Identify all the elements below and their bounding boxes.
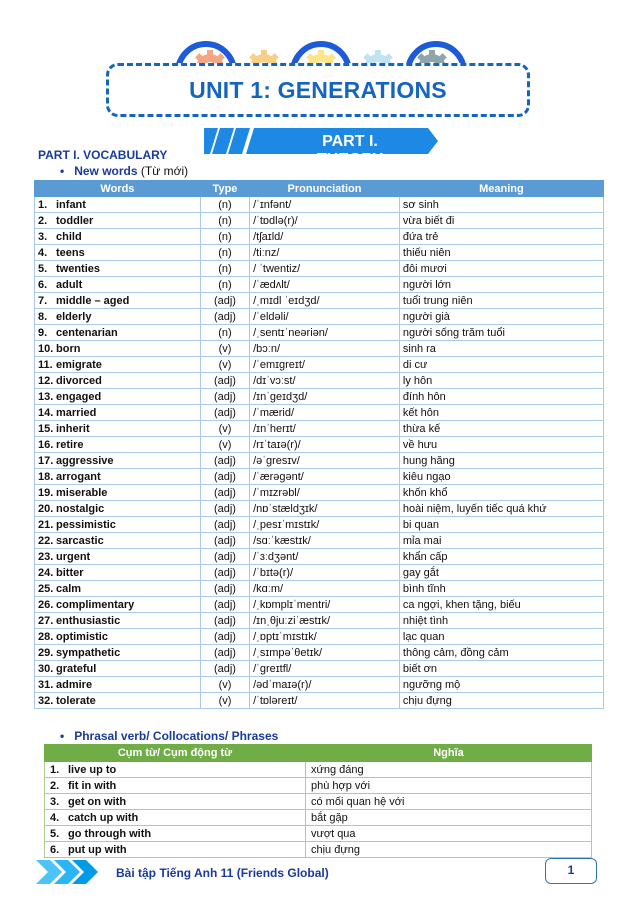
meaning-cell: hoài niệm, luyến tiếc quá khứ [399,501,603,517]
phrasal-header-row [45,745,592,762]
type-cell: (v) [200,341,249,357]
meaning-cell: gay gắt [399,565,603,581]
meaning-cell: đứa trẻ [399,229,603,245]
section-title: PART I. VOCABULARY [38,148,168,162]
pronunciation-cell: /ˌkɒmplɪˈmentri/ [250,597,400,613]
pronunciation-cell: /ˈmɪzrəbl/ [250,485,400,501]
pronunciation-cell: /ɪnˌθjuːziˈæstɪk/ [250,613,400,629]
pronunciation-cell: /ˌpesɪˈmɪstɪk/ [250,517,400,533]
type-cell: (adj) [200,533,249,549]
meaning-cell: kiêu ngạo [399,469,603,485]
word: enthusiastic [56,614,121,627]
word: grateful [56,662,97,675]
table-row [35,533,604,549]
vocabulary-header-row [35,181,604,197]
unit-title: UNIT 1: GENERATIONS [189,77,447,103]
type-cell: (v) [200,677,249,693]
row-number: 18. [38,470,54,483]
table-row [35,437,604,453]
pronunciation-cell: /ˈtɒdlə(r)/ [250,213,400,229]
meaning-cell: người già [399,309,603,325]
meaning-cell: thừa kế [399,421,603,437]
row-number: 6. [50,843,60,856]
table-row [35,421,604,437]
type-cell: (adj) [200,373,249,389]
meaning-cell: nhiệt tình [399,613,603,629]
meaning-cell: vừa biết đi [399,213,603,229]
word-cell [35,325,201,341]
table-row [45,810,592,826]
type-cell: (n) [200,325,249,341]
pronunciation-cell: /ˈmærid/ [250,405,400,421]
word-cell [35,613,201,629]
pronunciation-cell: /ˌsɪmpəˈθetɪk/ [250,645,400,661]
table-row [35,229,604,245]
row-number: 28. [38,630,54,643]
bullet-icon: • [60,164,65,178]
phrase: live up to [68,763,117,776]
meaning-cell: có mối quan hệ với [306,794,592,810]
phrase-cell [45,794,306,810]
phrase-cell [45,762,306,778]
word-cell [35,437,201,453]
word: pessimistic [56,518,116,531]
row-number: 4. [38,246,48,259]
word-cell [35,197,201,213]
meaning-cell: thông cảm, đồng cảm [399,645,603,661]
type-cell: (v) [200,437,249,453]
word: centenarian [56,326,118,339]
meaning-cell: ca ngợi, khen tặng, biếu [399,597,603,613]
row-number: 16. [38,438,54,451]
pronunciation-cell: /kɑːm/ [250,581,400,597]
type-cell: (adj) [200,293,249,309]
table-row [35,325,604,341]
word: arrogant [56,470,101,483]
word-cell [35,293,201,309]
word-cell [35,389,201,405]
word-cell [35,421,201,437]
vocabulary-table [34,180,604,709]
phrasal-label: Phrasal verb/ Collocations/ Phrases [74,729,279,743]
word: engaged [56,390,102,403]
table-row [35,613,604,629]
meaning-cell: ngưỡng mộ [399,677,603,693]
row-number: 32. [38,694,54,707]
table-row [35,597,604,613]
meaning-cell: tuổi trung niên [399,293,603,309]
pronunciation-cell: /ˈærəɡənt/ [250,469,400,485]
phrase: put up with [68,843,127,856]
type-cell: (adj) [200,565,249,581]
row-number: 8. [38,310,48,323]
pronunciation-cell: /dɪˈvɔːst/ [250,373,400,389]
table-row [35,693,604,709]
type-cell: (adj) [200,661,249,677]
meaning-cell: hung hăng [399,453,603,469]
word-cell [35,213,201,229]
meaning-cell: kết hôn [399,405,603,421]
word-cell [35,469,201,485]
type-cell: (adj) [200,613,249,629]
word: optimistic [56,630,108,643]
type-cell: (n) [200,277,249,293]
page-number: 1 [545,858,597,884]
word: tolerate [56,694,96,707]
table-row [35,389,604,405]
table-row [45,826,592,842]
word-cell [35,453,201,469]
word: calm [56,582,82,595]
table-row [35,629,604,645]
word: nostalgic [56,502,105,515]
type-cell: (adj) [200,485,249,501]
row-number: 19. [38,486,54,499]
word-cell [35,549,201,565]
word: complimentary [56,598,135,611]
row-number: 13. [38,390,54,403]
word-cell [35,357,201,373]
row-number: 31. [38,678,54,691]
pronunciation-cell: /ˌsentɪˈneəriən/ [250,325,400,341]
pronunciation-cell: /ˈɡreɪtfl/ [250,661,400,677]
meaning-cell: mỉa mai [399,533,603,549]
word-cell [35,341,201,357]
row-number: 1. [38,198,48,211]
type-cell: (n) [200,213,249,229]
meaning-cell: lạc quan [399,629,603,645]
pronunciation-cell: /ˈemɪɡreɪt/ [250,357,400,373]
table-row [35,645,604,661]
word: elderly [56,310,92,323]
type-cell: (adj) [200,549,249,565]
type-cell: (n) [200,197,249,213]
pronunciation-cell: /ɪnˈherɪt/ [250,421,400,437]
word: aggressive [56,454,114,467]
type-cell: (adj) [200,517,249,533]
word-cell [35,229,201,245]
table-row [35,213,604,229]
word: teens [56,246,85,259]
row-number: 22. [38,534,54,547]
table-row [35,341,604,357]
type-cell: (v) [200,357,249,373]
row-number: 30. [38,662,54,675]
pronunciation-cell: /ˈbɪtə(r)/ [250,565,400,581]
table-row [35,309,604,325]
row-number: 1. [50,763,60,776]
meaning-cell: bắt gặp [306,810,592,826]
part-ribbon-label: PART I. THEORY [316,133,384,168]
new-words-note: (Từ mới) [140,164,189,178]
table-row [35,485,604,501]
phrase: catch up with [68,811,139,824]
table-row [35,453,604,469]
phrase-cell [45,826,306,842]
unit-title-box [106,63,530,117]
pronunciation-cell: /rɪˈtaɪə(r)/ [250,437,400,453]
word-cell [35,373,201,389]
row-number: 2. [50,779,60,792]
word: urgent [56,550,91,563]
row-number: 4. [50,811,60,824]
type-cell: (adj) [200,389,249,405]
table-row [35,469,604,485]
table-row [35,517,604,533]
word: retire [56,438,84,451]
pronunciation-cell: /tʃaɪld/ [250,229,400,245]
table-row [35,549,604,565]
phrase-cell [45,778,306,794]
pronunciation-cell: /nɒˈstældʒɪk/ [250,501,400,517]
phrase: fit in with [68,779,117,792]
row-number: 5. [38,262,48,275]
new-words-heading [60,164,188,178]
row-number: 21. [38,518,54,531]
word: infant [56,198,86,211]
meaning-cell: thiếu niên [399,245,603,261]
row-number: 7. [38,294,48,307]
phrase: go through with [68,827,152,840]
row-number: 9. [38,326,48,339]
type-cell: (adj) [200,645,249,661]
meaning-cell: xứng đáng [306,762,592,778]
row-number: 27. [38,614,54,627]
footer-book-title: Bài tập Tiếng Anh 11 (Friends Global) [116,866,329,880]
type-cell: (adj) [200,309,249,325]
row-number: 17. [38,454,54,467]
meaning-cell: sinh ra [399,341,603,357]
word: toddler [56,214,94,227]
row-number: 10. [38,342,54,355]
bullet-icon: • [60,729,65,743]
pronunciation-cell: /tiːnz/ [250,245,400,261]
table-row [35,293,604,309]
chevron-arrows-icon [36,858,98,886]
row-number: 15. [38,422,54,435]
word-cell [35,661,201,677]
phrase-cell [45,810,306,826]
header-type: Type [200,181,249,197]
pronunciation-cell: /sɑːˈkæstɪk/ [250,533,400,549]
word: sympathetic [56,646,121,659]
word-cell [35,261,201,277]
type-cell: (adj) [200,469,249,485]
meaning-cell: người sống trăm tuổi [399,325,603,341]
row-number: 2. [38,214,48,227]
meaning-cell: ly hôn [399,373,603,389]
type-cell: (adj) [200,581,249,597]
type-cell: (adj) [200,405,249,421]
word-cell [35,405,201,421]
word-cell [35,581,201,597]
word-cell [35,693,201,709]
type-cell: (adj) [200,453,249,469]
row-number: 12. [38,374,54,387]
phrase: get on with [68,795,127,808]
table-row [35,373,604,389]
meaning-cell: biết ơn [399,661,603,677]
row-number: 3. [38,230,48,243]
type-cell: (adj) [200,629,249,645]
row-number: 29. [38,646,54,659]
table-row [35,581,604,597]
type-cell: (n) [200,229,249,245]
phrase-cell [45,842,306,858]
row-number: 20. [38,502,54,515]
word: adult [56,278,83,291]
word-cell [35,517,201,533]
row-number: 11. [38,358,53,371]
row-number: 3. [50,795,60,808]
word-cell [35,501,201,517]
word: born [56,342,81,355]
header-meaning: Meaning [399,181,603,197]
pronunciation-cell: /ɪnˈɡeɪdʒd/ [250,389,400,405]
row-number: 26. [38,598,54,611]
meaning-cell: vượt qua [306,826,592,842]
table-row [35,261,604,277]
meaning-cell: sơ sinh [399,197,603,213]
table-row [45,762,592,778]
word-cell [35,645,201,661]
word: sarcastic [56,534,104,547]
meaning-cell: bi quan [399,517,603,533]
table-row [35,565,604,581]
word: miserable [56,486,108,499]
header-pronunciation: Pronunciation [250,181,400,197]
pronunciation-cell: /ˌɒptɪˈmɪstɪk/ [250,629,400,645]
type-cell: (adj) [200,597,249,613]
type-cell: (adj) [200,501,249,517]
table-row [45,794,592,810]
word-cell [35,485,201,501]
type-cell: (n) [200,245,249,261]
table-row [35,197,604,213]
table-row [45,842,592,858]
row-number: 5. [50,827,60,840]
table-row [45,778,592,794]
word: middle – aged [56,294,130,307]
word: married [56,406,97,419]
word: emigrate [56,358,102,371]
row-number: 23. [38,550,54,563]
phrasal-heading [60,729,278,743]
word-cell [35,533,201,549]
pronunciation-cell: / ˈtwentiz/ [250,261,400,277]
row-number: 24. [38,566,54,579]
pronunciation-cell: /ˌmɪdl ˈeɪdʒd/ [250,293,400,309]
header-meaning: Nghĩa [306,745,592,762]
word: bitter [56,566,84,579]
table-row [35,661,604,677]
pronunciation-cell: /ədˈmaɪə(r)/ [250,677,400,693]
pronunciation-cell: /əˈɡresɪv/ [250,453,400,469]
table-row [35,357,604,373]
word: child [56,230,82,243]
table-row [35,677,604,693]
word-cell [35,597,201,613]
table-row [35,501,604,517]
word-cell [35,629,201,645]
table-row [35,405,604,421]
meaning-cell: phù hợp với [306,778,592,794]
meaning-cell: bình tĩnh [399,581,603,597]
type-cell: (v) [200,693,249,709]
word: admire [56,678,93,691]
word: inherit [56,422,90,435]
table-row [35,277,604,293]
meaning-cell: khốn khổ [399,485,603,501]
type-cell: (v) [200,421,249,437]
pronunciation-cell: /ˈɪnfənt/ [250,197,400,213]
pronunciation-cell: /bɔːn/ [250,341,400,357]
pronunciation-cell: /ˈtɒləreɪt/ [250,693,400,709]
header-phrase: Cụm từ/ Cụm động từ [45,745,306,762]
row-number: 6. [38,278,48,291]
type-cell: (n) [200,261,249,277]
meaning-cell: chịu đựng [399,693,603,709]
meaning-cell: khẩn cấp [399,549,603,565]
word-cell [35,677,201,693]
pronunciation-cell: /ˈeldəli/ [250,309,400,325]
word-cell [35,245,201,261]
meaning-cell: về hưu [399,437,603,453]
word-cell [35,309,201,325]
word: divorced [56,374,102,387]
table-row [35,245,604,261]
pronunciation-cell: /ˈædʌlt/ [250,277,400,293]
word: twenties [56,262,101,275]
meaning-cell: đính hôn [399,389,603,405]
pronunciation-cell: /ˈɜːdʒənt/ [250,549,400,565]
meaning-cell: đôi mươi [399,261,603,277]
meaning-cell: chịu đựng [306,842,592,858]
phrasal-table [44,744,592,858]
header-words: Words [35,181,201,197]
meaning-cell: di cư [399,357,603,373]
word-cell [35,277,201,293]
row-number: 14. [38,406,54,419]
row-number: 25. [38,582,54,595]
meaning-cell: người lớn [399,277,603,293]
word-cell [35,565,201,581]
new-words-label: New words [74,164,138,178]
